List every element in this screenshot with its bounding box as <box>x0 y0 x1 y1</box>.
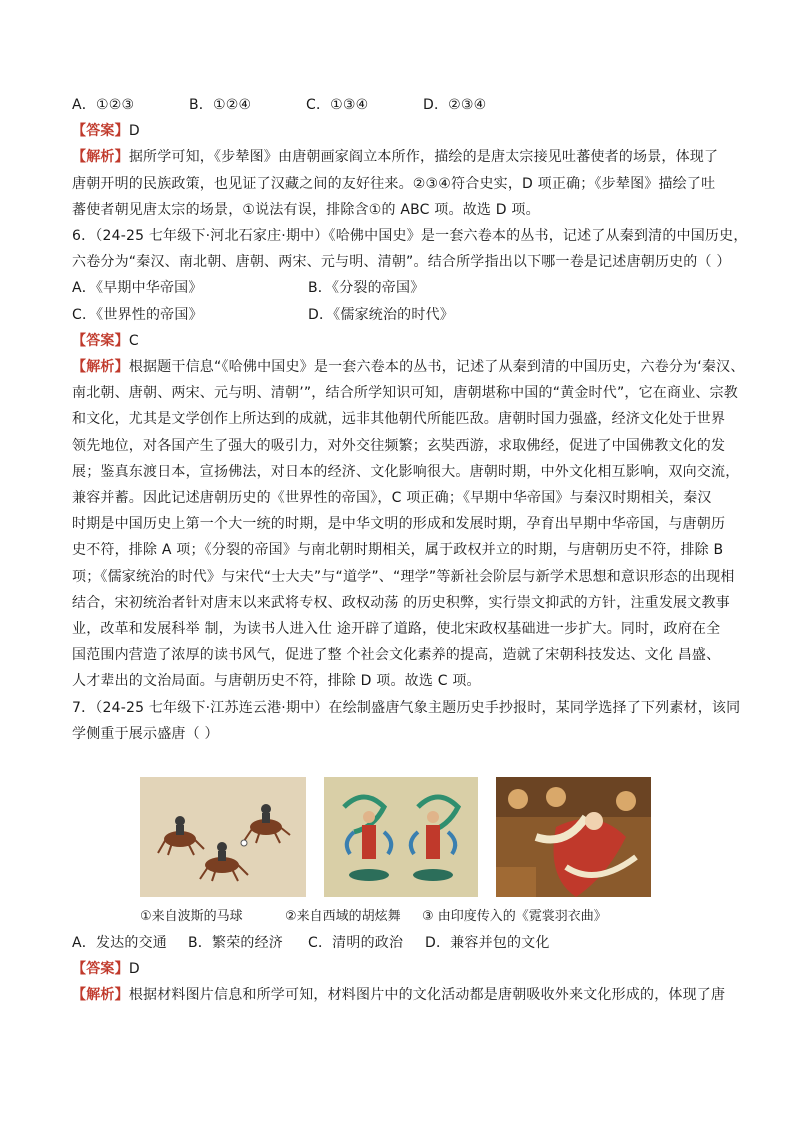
q6-option-c: C．《世界性的帝国》 <box>72 306 203 323</box>
answer-tag: 【答案】 <box>72 332 129 349</box>
q6-stem-line: 六卷分为“秦汉、南北朝、唐朝、两宋、元与明、清朝”。结合所学指出以下哪一卷是记述唐朝历史的（ ） <box>72 254 731 271</box>
answer-tag: 【答案】 <box>72 961 129 978</box>
q7-continued <box>72 930 732 1009</box>
analysis-text: 根据题干信息“《哈佛中国史》是一套六卷本的丛书，记述了从秦到清的中国历史，六卷分为‘秦汉、 <box>128 359 745 376</box>
q7-option-a: A．发达的交通 <box>72 935 167 951</box>
q5-analysis-line: 蕃使者朝见唐太宗的场景，①说法有误，排除含①的 ABC 项。故选 D 项。 <box>72 201 540 218</box>
q6-analysis-line: 项；《儒家统治的时代》与宋代“士大夫”与“道学”、“理学”等新社会阶层与新学术思想和意识形态的出现相 <box>72 568 735 585</box>
caption-polo: ①来自波斯的马球 <box>140 909 243 924</box>
q6-analysis-line: 和文化，尤其是文学创作上所达到的成就，远非其他朝代所能匹敌。唐朝时国力强盛，经济文化处于世界 <box>72 411 726 428</box>
q6-analysis-line: 兼容并蓄。因此记述唐朝历史的《世界性的帝国》，C 项正确；《早期中华帝国》与秦汉时期相关，秦汉 <box>72 490 712 507</box>
q6-analysis-line: 时期是中国历史上第一个大一统的时期，是中华文明的形成和发展时期，孕育出早期中华帝国，与唐朝历 <box>72 516 726 533</box>
q6-options-row <box>72 302 732 328</box>
q6-analysis-line <box>72 354 745 380</box>
q7-answer-value: D <box>128 961 140 978</box>
nishang-yuyi-image <box>496 777 651 897</box>
analysis-tag: 【解析】 <box>72 149 129 166</box>
q5-option-b: B．①②④ <box>189 97 252 113</box>
q7-answer <box>72 956 732 982</box>
q7-option-d: D．兼容并包的文化 <box>425 935 550 951</box>
q7-stem-line: 7．（24-25 七年级下·江苏连云港·期中）在绘制盛唐气象主题历史手抄报时，某同学选择了下列素材，该同 <box>72 699 741 716</box>
q6-analysis-line: 史不符，排除 A 项；《分裂的帝国》与南北朝时期相关，属于政权并立的时期，与唐朝历史不符，排除 B <box>72 542 724 559</box>
q7-option-c: C．清明的政治 <box>308 935 404 951</box>
q6-analysis-line: 领先地位，对各国产生了强大的吸引力，对外交往频繁；玄奘西游，求取佛经，促进了中国佛教文化的发 <box>72 437 726 454</box>
q7-analysis-line <box>72 982 732 1008</box>
q7-stem-line: 学侧重于展示盛唐（ ） <box>72 725 219 742</box>
q5-option-c: C．①③④ <box>306 97 369 113</box>
q5-answer-value: D <box>128 123 140 140</box>
q5-analysis-line <box>72 144 732 170</box>
q6-analysis-line: 人才辈出的文治局面。与唐朝历史不符，排除 D 项。故选 C 项。 <box>72 673 481 690</box>
polo-painting-image <box>140 777 306 897</box>
q6-option-b: B．《分裂的帝国》 <box>308 280 425 297</box>
q5-analysis-line: 唐朝开明的民族政策，也见证了汉藏之间的友好往来。②③④符合史实，D 项正确；《步辇图》描绘了吐 <box>72 175 716 192</box>
analysis-tag: 【解析】 <box>72 987 129 1004</box>
q7-figures <box>140 777 660 897</box>
q6-analysis-line: 南北朝、唐朝、两宋、元与明、清朝’”，结合所学知识可知，唐朝堪称中国的“黄金时代”，它在商业、宗教 <box>72 385 739 402</box>
huxuan-dance-image <box>324 777 478 897</box>
analysis-text: 根据材料图片信息和所学可知，材料图片中的文化活动都是唐朝吸收外来文化形成的，体现了唐 <box>128 987 726 1004</box>
q6-stem-line: 6．（24-25 七年级下·河北石家庄·期中）《哈佛中国史》是一套六卷本的丛书，记述了从秦到清的中国历史， <box>72 228 748 245</box>
caption-nishang-yuyi: ③ 由印度传入的《霓裳羽衣曲》 <box>422 909 607 924</box>
q7-options <box>72 930 732 956</box>
q5-answer <box>72 118 732 144</box>
q6-answer <box>72 328 732 354</box>
analysis-tag: 【解析】 <box>72 359 129 376</box>
analysis-text: 据所学可知，《步辇图》由唐朝画家阎立本所作，描绘的是唐太宗接见吐蕃使者的场景，体现了 <box>128 149 719 166</box>
caption-huxuan-dance: ②来自西域的胡炫舞 <box>285 909 401 924</box>
document-page <box>72 92 748 747</box>
q6-analysis-line: 国范围内营造了浓厚的读书风气，促进了整 个社会文化素养的提高，造就了宋朝科技发达、文化 昌盛、 <box>72 647 721 664</box>
q6-option-a: A．《早期中华帝国》 <box>72 280 203 297</box>
q6-analysis-line: 展；鉴真东渡日本，宣扬佛法，对日本的经济、文化影响很大。唐朝时期，中外文化相互影响，双向交流， <box>72 463 740 480</box>
q6-analysis-line: 业，改革和发展科举 制，为读书人进入仕 途开辟了道路，使北宋政权基础进一步扩大。同时，政府在全 <box>72 621 721 638</box>
q6-options-row <box>72 275 732 301</box>
q6-option-d: D．《儒家统治的时代》 <box>308 306 454 323</box>
q7-option-b: B．繁荣的经济 <box>188 935 284 951</box>
q5-option-d: D．②③④ <box>423 97 487 113</box>
q5-option-a: A．①②③ <box>72 97 135 113</box>
answer-tag: 【答案】 <box>72 123 129 140</box>
q6-answer-value: C <box>128 332 139 349</box>
q6-analysis-line: 结合，宋初统治者针对唐末以来武将专权、政权动荡 的历史积弊，实行崇文抑武的方针，注重发展文教事 <box>72 594 730 611</box>
q5-options <box>72 92 732 118</box>
